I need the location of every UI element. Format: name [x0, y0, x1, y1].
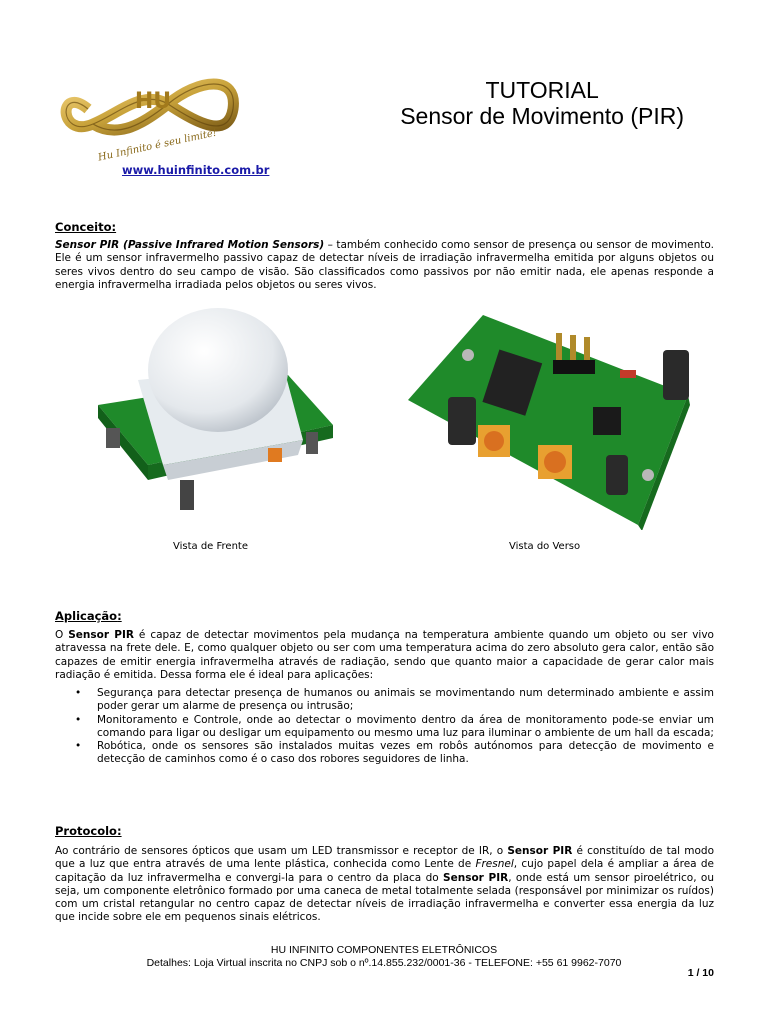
page-number: 1 / 10 [687, 967, 714, 979]
list-item: • Robótica, onde os sensores são instalados muitas vezes em robôs autónomos para detecção de movimento e detecção de caminhos como é o caso dos robores seguidores de linha. [75, 740, 714, 766]
page-title: TUTORIAL [485, 77, 599, 103]
aplicacao-heading: Aplicação: [55, 609, 122, 623]
protocolo-paragraph: Ao contrário de sensores ópticos que usam um LED transmissor e receptor de IR, o Sensor PIR é constituído de tal modo que a luz que entra através de uma lente plástica, conhecida como Lente de Fresnel, cujo papel dela é ampliar a área de capitação da luz infravermelha e convergi-la para o centro da placa do Sensor PIR, onde está um sensor piroelétrico, ou seja, um componente eletrônico formado por uma caneca de metal totalmente selada (responsável por minimizar os ruídos) com um cristal retangular no centro capaz de detectar níveis de irradiação infravermelha e converter essa energia da luz que incide sobre ele em pequenos sinais elétricos. [55, 845, 714, 924]
application-list [55, 687, 714, 767]
list-item: • Segurança para detectar presença de humanos ou animais se movimentando num determinado ambiente e assim poder gerar um alarme de presença ou intrusão; [75, 687, 714, 713]
title-block [400, 77, 684, 129]
company-logo [58, 64, 248, 164]
page-subtitle: Sensor de Movimento (PIR) [400, 103, 684, 129]
pir-back-image [398, 305, 698, 530]
logo-graphic [58, 64, 248, 164]
footer-details: Detalhes: Loja Virtual inscrita no CNPJ sob o nº.14.855.232/0001-36 - TELEFONE: +55 61 9962-7070 [146, 957, 622, 969]
pir-front-image [88, 300, 348, 525]
website-link[interactable]: www.huinfinito.com.br [122, 163, 270, 177]
conceito-paragraph: Sensor PIR (Passive Infrared Motion Sensors) – também conhecido como sensor de presença ou sensor de movimento. Ele é um sensor infravermelho passivo capaz de detectar níveis de irradiação infravermelha emitida por alguns objetos ou seres vivos dentro do seu campo de visão. São classificados como passivos por não emitir nada, ele apenas responde a energia infravermelha irradiada pelos objetos ou seres vivos. [55, 239, 714, 291]
front-view-caption: Vista de Frente [173, 541, 248, 552]
conceito-heading: Conceito: [55, 220, 117, 234]
protocolo-heading: Protocolo: [55, 824, 122, 838]
svg-text:HU: HU [134, 89, 172, 114]
list-item: • Monitoramento e Controle, onde ao detectar o movimento dentro da área de monitoramento pode-se enviar um comando para ligar ou desligar um equipamento ou mesmo uma luz para iluminar o ambiente de um hall da escada; [75, 713, 714, 739]
aplicacao-paragraph: O Sensor PIR é capaz de detectar movimentos pela mudança na temperatura ambiente quando um objeto ou ser vivo atravessa na frete dele. E, como qualquer objeto ou ser com uma temperatura acima do zero absoluto gera calor, então são capazes de emitir energia infravermelha através de radiação, sendo que quanto maior a capacidade de gerar calor mais radiação é emitida. Dessa forma ele é ideal para aplicações: [55, 629, 714, 681]
footer-company: HU INFINITO COMPONENTES ELETRÔNICOS [270, 944, 498, 956]
back-view-caption: Vista do Verso [509, 541, 581, 552]
page-footer [0, 944, 768, 970]
svg-text:Hu Infinito é seu limite!: Hu Infinito é seu limite! [97, 127, 218, 164]
